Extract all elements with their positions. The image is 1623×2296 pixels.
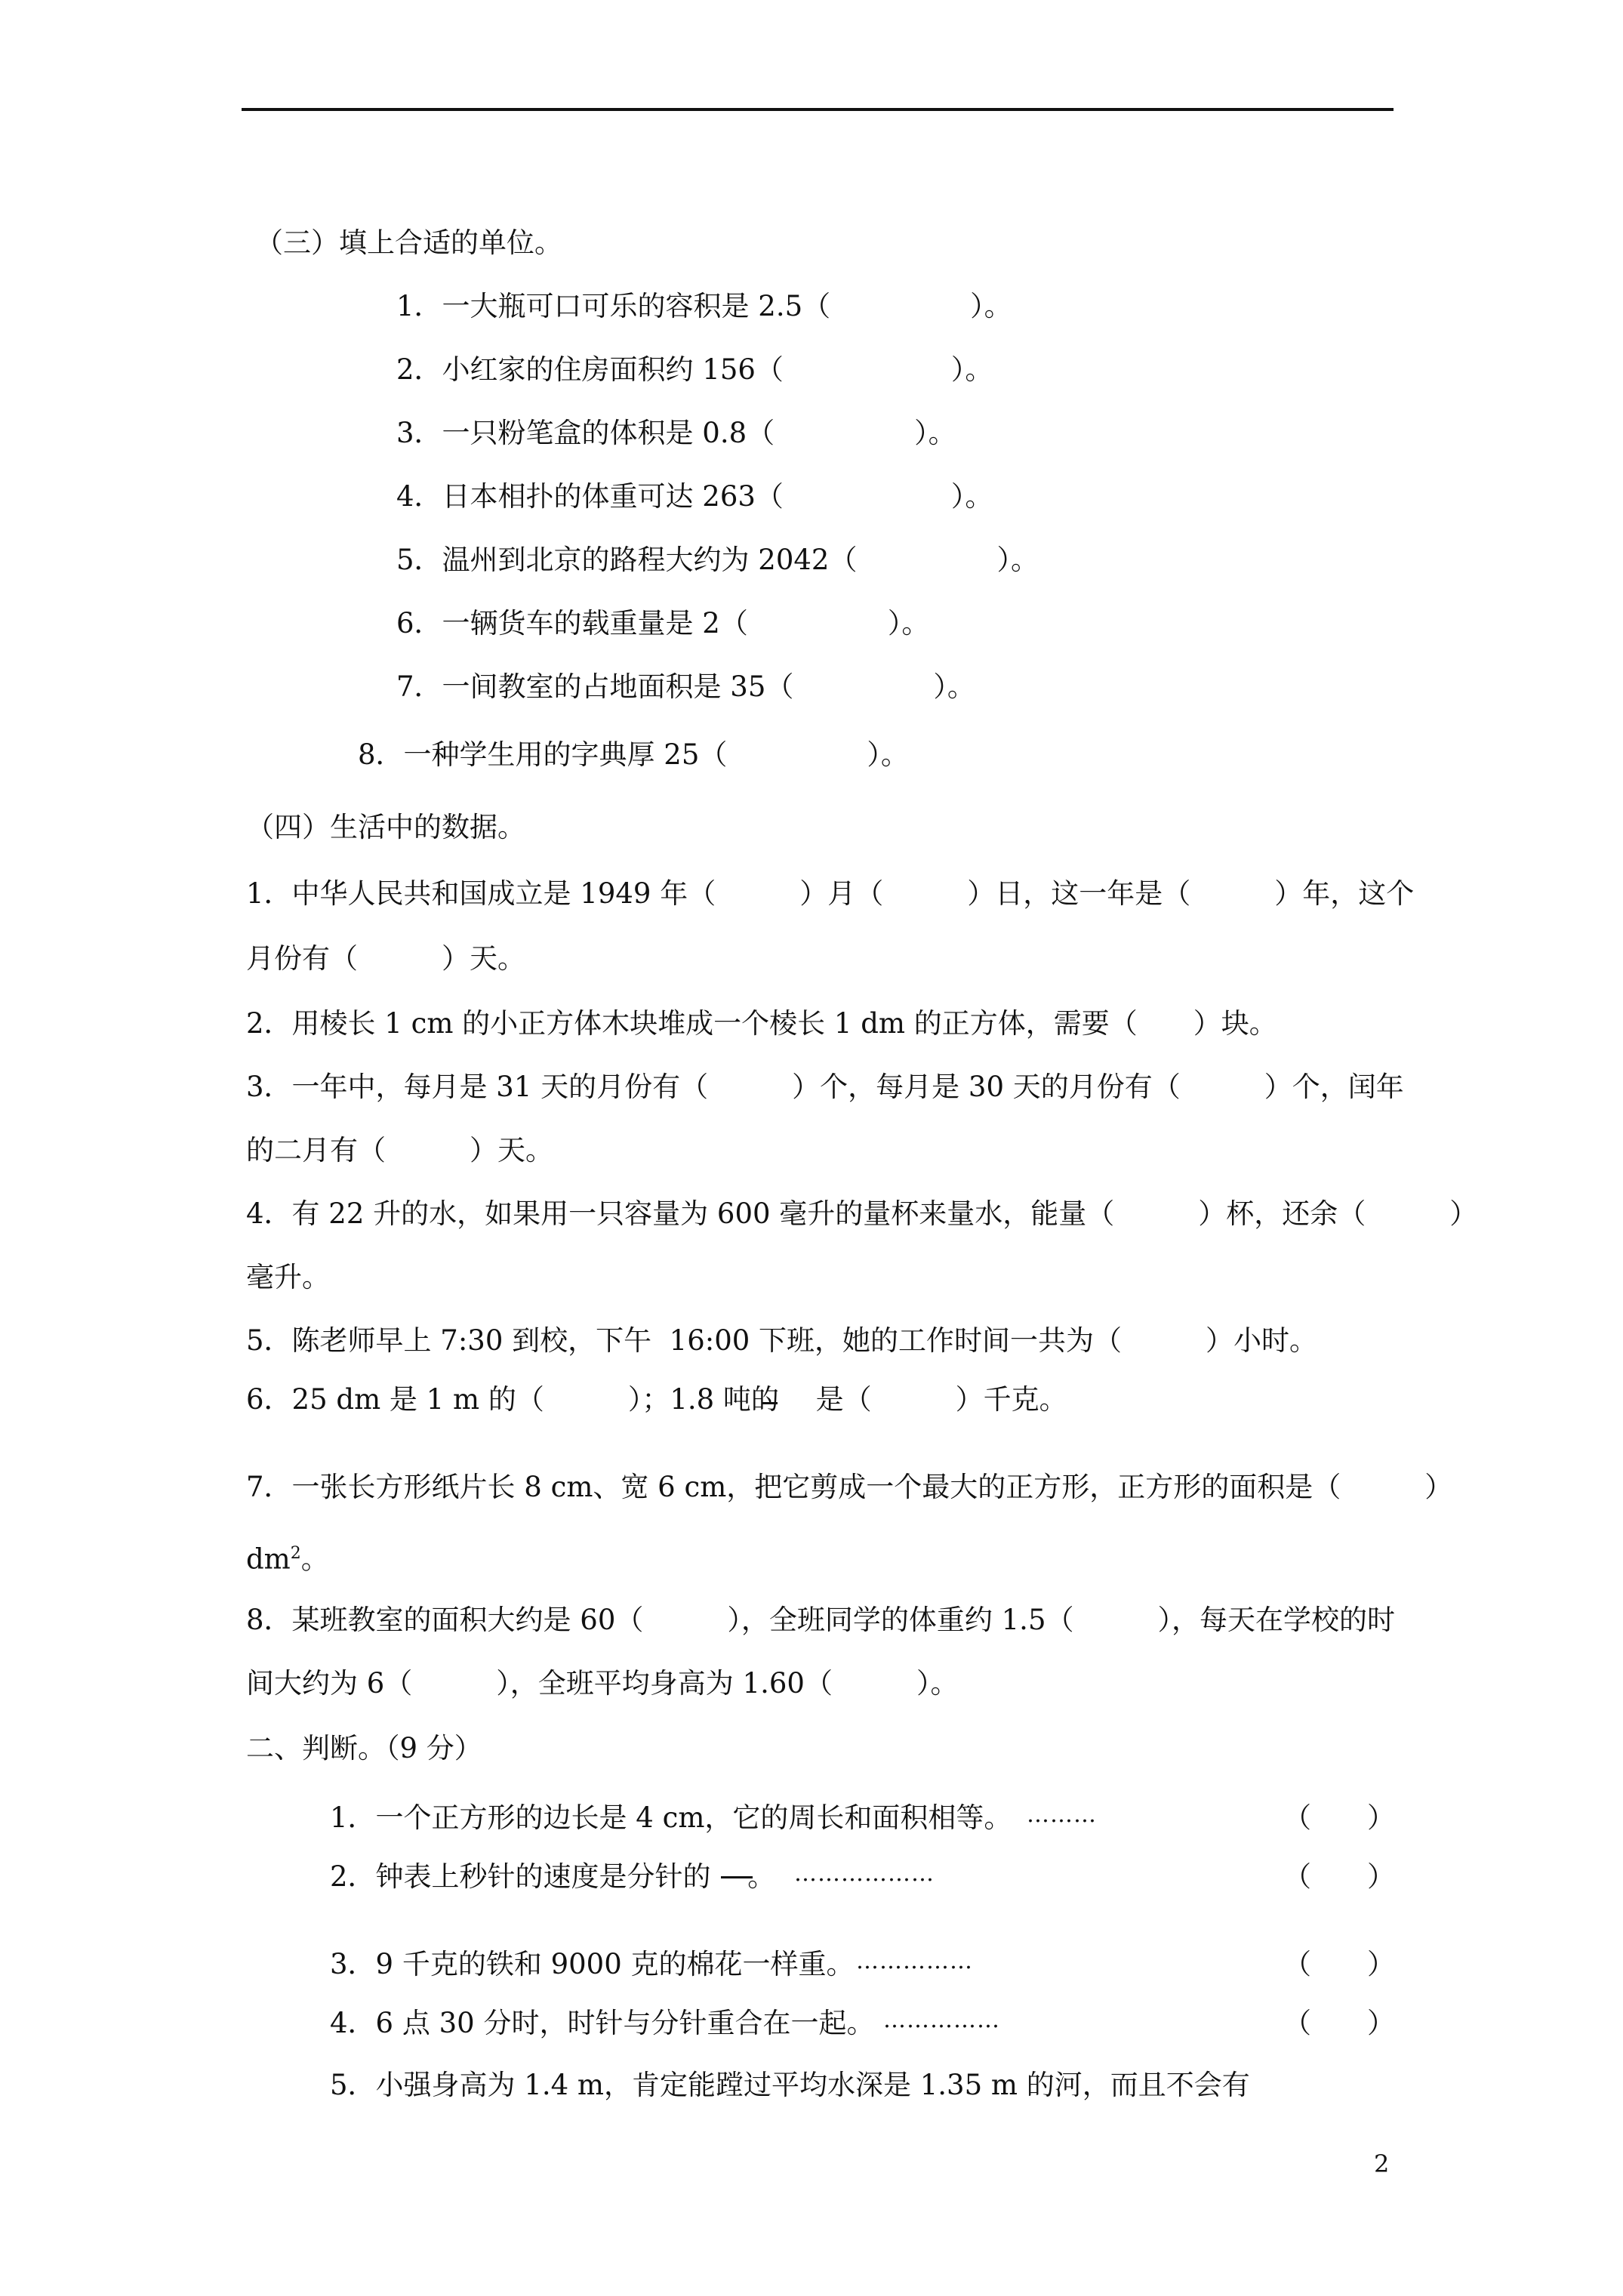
page-number: 2 xyxy=(1374,2150,1390,2178)
section3-item-1: 1．一大瓶可口可乐的容积是 2.5（ ）。 xyxy=(396,290,1012,322)
section4-q1-line2: 月份有（ ）天。 xyxy=(246,942,525,975)
judge-item-4-answer: （ ） xyxy=(1283,2007,1395,2039)
judge-item-1: 1．一个正方形的边长是 4 cm，它的周长和面积相等。 xyxy=(330,1801,1012,1834)
judge-item-1-answer: （ ） xyxy=(1283,1801,1395,1834)
section4-q8-line1: 8．某班教室的面积大约是 60（ ），全班同学的体重约 1.5（ ），每天在学校的时 xyxy=(246,1604,1395,1636)
section3-item-8: 8．一种学生用的字典厚 25（ ）。 xyxy=(358,738,909,771)
q7-unit: dm xyxy=(246,1542,291,1576)
judge-item-3-answer: （ ） xyxy=(1283,1948,1395,1980)
section3-item-2: 2．小红家的住房面积约 156（ ）。 xyxy=(396,353,993,386)
section4-q3-line2: 的二月有（ ）天。 xyxy=(246,1134,553,1166)
section3-item-5: 5．温州到北京的路程大约为 2042（ ）。 xyxy=(396,544,1039,576)
section4-q8-line2: 间大约为 6（ ），全班平均身高为 1.60（ ）。 xyxy=(246,1667,959,1700)
section4-q5: 5．陈老师早上 7:30 到校，下午 16:00 下班，她的工作时间一共为（ ）小时。 xyxy=(246,1324,1318,1357)
section4-q2: 2．用棱长 1 cm 的小正方体木块堆成一个棱长 1 dm 的正方体，需要（ ）块。 xyxy=(246,1007,1277,1040)
judge-title: 二、判断。（9 分） xyxy=(246,1732,482,1764)
section3-item-7: 7．一间教室的占地面积是 35（ ）。 xyxy=(396,670,975,703)
section3-item-4: 4．日本相扑的体重可达 263（ ）。 xyxy=(396,480,993,513)
header-rule xyxy=(242,108,1394,111)
judge-item-4: 4．6 点 30 分时，时针与分针重合在一起。 xyxy=(330,2007,875,2039)
section4-title: （四）生活中的数据。 xyxy=(246,811,525,843)
judge-item-5: 5．小强身高为 1.4 m，肯定能蹚过平均水深是 1.35 m 的河，而且不会有 xyxy=(330,2069,1250,2101)
section4-q7-line1: 7．一张长方形纸片长 8 cm、宽 6 cm，把它剪成一个最大的正方形，正方形的面积是（ ） xyxy=(246,1471,1453,1503)
section4-q6: 6．25 dm 是 1 m 的（ ）；1.8 吨的 是（ ）千克。 xyxy=(246,1383,1067,1416)
fraction-dash xyxy=(721,1876,753,1878)
section4-q1-line1: 1．中华人民共和国成立是 1949 年（ ）月（ ）日，这一年是（ ）年，这个 xyxy=(246,877,1415,910)
section3-title: （三）填上合适的单位。 xyxy=(255,227,562,259)
section4-q4-line2: 毫升。 xyxy=(246,1261,330,1293)
judge-item-2-answer: （ ） xyxy=(1283,1860,1395,1893)
section3-item-6: 6．一辆货车的载重量是 2（ ）。 xyxy=(396,607,930,639)
judge-item-3: 3．9 千克的铁和 9000 克的棉花一样重。 xyxy=(330,1948,855,1980)
section4-q4-line1: 4．有 22 升的水，如果用一只容量为 600 毫升的量杯来量水，能量（ ）杯，还余（ ） xyxy=(246,1197,1478,1230)
judge-item-1-dots: ……… xyxy=(1027,1801,1097,1828)
judge-item-2: 2．钟表上秒针的速度是分针的 。 xyxy=(330,1860,776,1893)
judge-item-2-dots: ……………… xyxy=(794,1860,935,1887)
judge-item-4-dots: …………… xyxy=(883,2007,1000,2033)
fraction-bar xyxy=(762,1402,778,1404)
section3-item-3: 3．一只粉笔盒的体积是 0.8（ ）。 xyxy=(396,417,956,449)
judge-item-3-dots: …………… xyxy=(856,1948,973,1974)
section4-q3-line1: 3．一年中，每月是 31 天的月份有（ ）个，每月是 30 天的月份有（ ）个，闰年 xyxy=(246,1071,1404,1103)
section4-q7-line2 xyxy=(246,1536,329,1577)
q7-end: 。 xyxy=(300,1542,329,1576)
q7-unit-exponent: 2 xyxy=(290,1544,301,1563)
